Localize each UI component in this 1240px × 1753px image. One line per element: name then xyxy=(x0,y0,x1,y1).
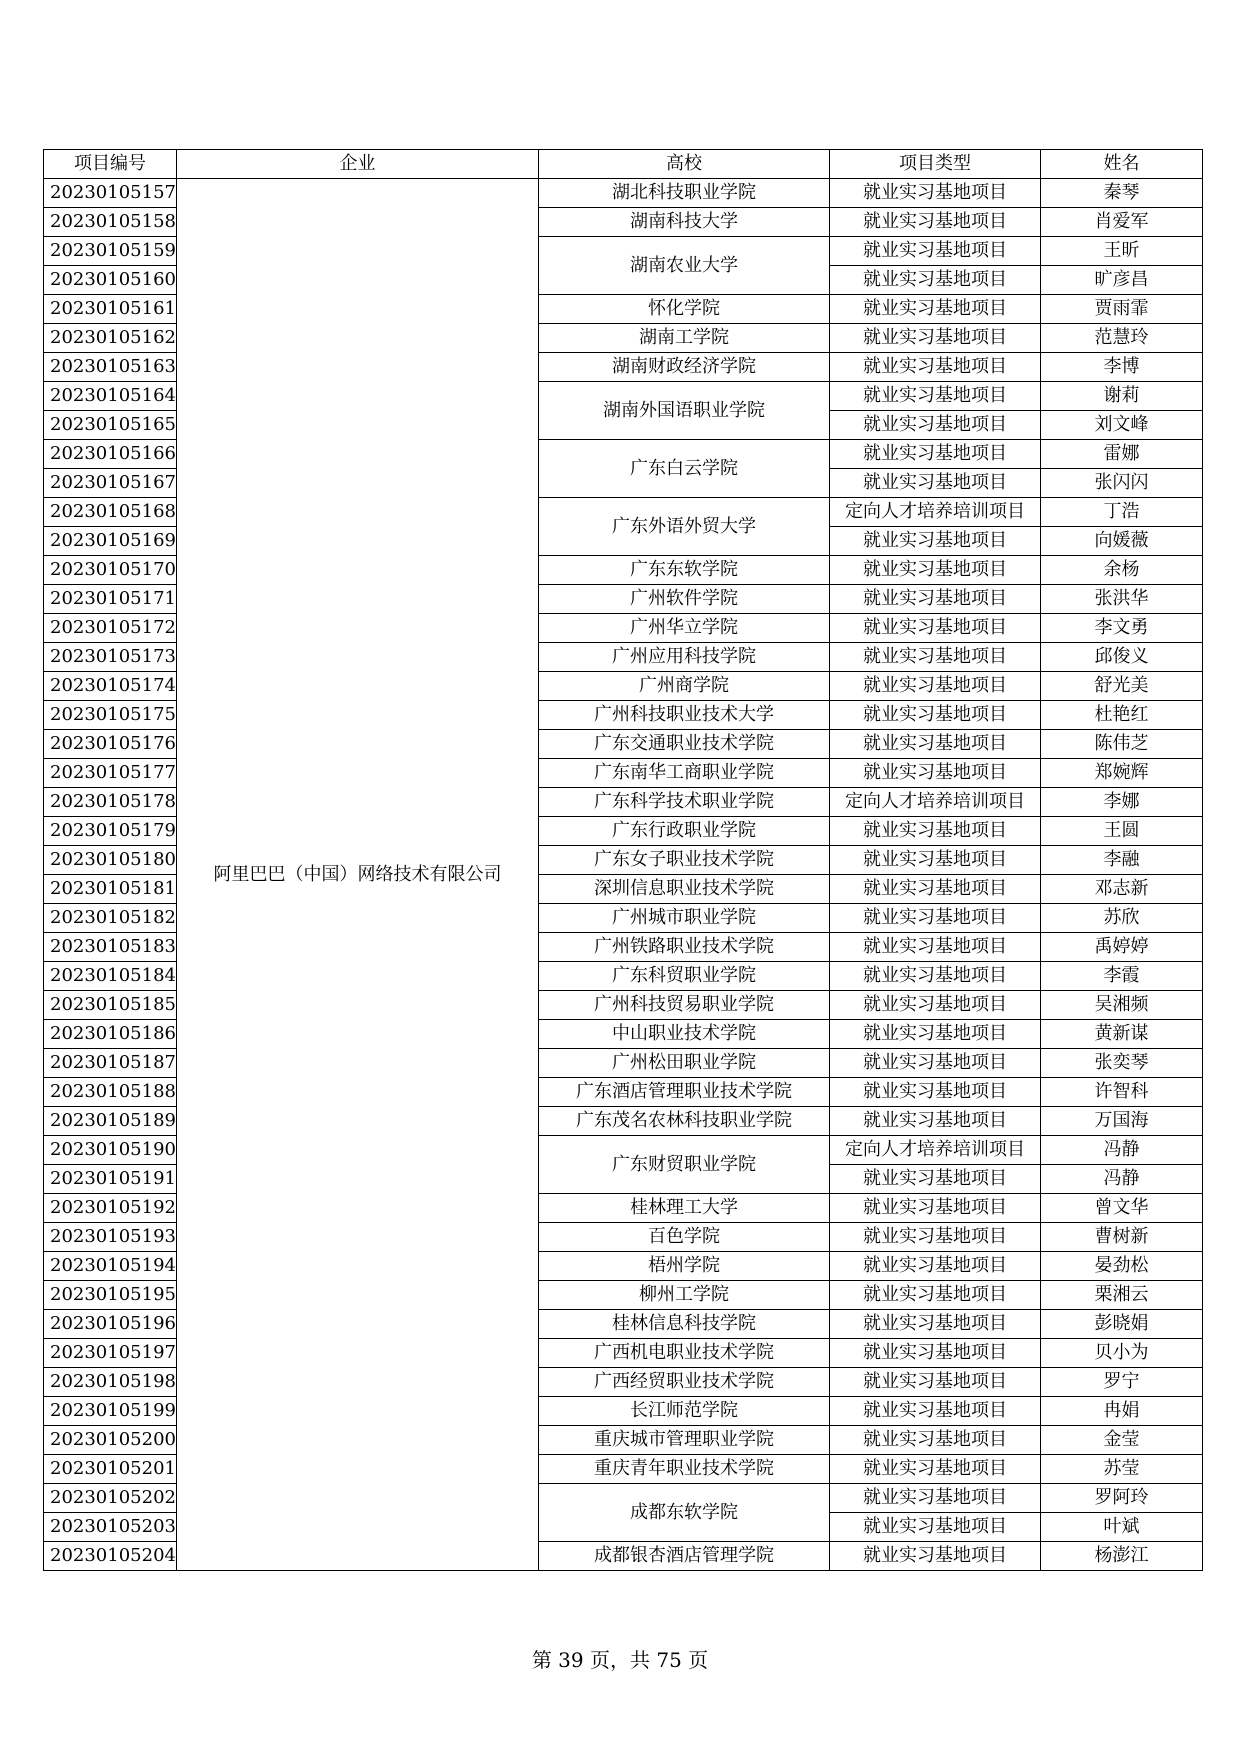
project-type-cell: 就业实习基地项目 xyxy=(829,1397,1040,1426)
header-company: 企业 xyxy=(176,150,538,179)
person-name-cell: 金莹 xyxy=(1040,1426,1202,1455)
university-cell: 广州松田职业学院 xyxy=(538,1049,829,1078)
person-name-cell: 杨澎江 xyxy=(1040,1542,1202,1571)
project-id-cell: 20230105169 xyxy=(44,527,177,556)
university-cell: 桂林信息科技学院 xyxy=(538,1310,829,1339)
project-id-cell: 20230105178 xyxy=(44,788,177,817)
person-name-cell: 张奕琴 xyxy=(1040,1049,1202,1078)
person-name-cell: 秦琴 xyxy=(1040,179,1202,208)
project-id-cell: 20230105198 xyxy=(44,1368,177,1397)
project-id-cell: 20230105187 xyxy=(44,1049,177,1078)
project-type-cell: 定向人才培养培训项目 xyxy=(829,788,1040,817)
person-name-cell: 曾文华 xyxy=(1040,1194,1202,1223)
project-id-cell: 20230105162 xyxy=(44,324,177,353)
project-id-cell: 20230105195 xyxy=(44,1281,177,1310)
project-table xyxy=(43,149,1203,1571)
person-name-cell: 彭晓娟 xyxy=(1040,1310,1202,1339)
project-type-cell: 就业实习基地项目 xyxy=(829,817,1040,846)
project-type-cell: 就业实习基地项目 xyxy=(829,904,1040,933)
project-type-cell: 就业实习基地项目 xyxy=(829,1339,1040,1368)
project-type-cell: 就业实习基地项目 xyxy=(829,469,1040,498)
university-cell: 广东酒店管理职业技术学院 xyxy=(538,1078,829,1107)
project-id-cell: 20230105199 xyxy=(44,1397,177,1426)
person-name-cell: 吴湘频 xyxy=(1040,991,1202,1020)
project-type-cell: 就业实习基地项目 xyxy=(829,1165,1040,1194)
project-type-cell: 就业实习基地项目 xyxy=(829,1223,1040,1252)
university-cell: 成都东软学院 xyxy=(538,1484,829,1542)
project-type-cell: 就业实习基地项目 xyxy=(829,1020,1040,1049)
project-id-cell: 20230105159 xyxy=(44,237,177,266)
person-name-cell: 禹婷婷 xyxy=(1040,933,1202,962)
university-cell: 重庆青年职业技术学院 xyxy=(538,1455,829,1484)
project-type-cell: 就业实习基地项目 xyxy=(829,643,1040,672)
project-type-cell: 就业实习基地项目 xyxy=(829,730,1040,759)
header-university: 高校 xyxy=(538,150,829,179)
project-type-cell: 就业实习基地项目 xyxy=(829,1049,1040,1078)
person-name-cell: 李文勇 xyxy=(1040,614,1202,643)
university-cell: 梧州学院 xyxy=(538,1252,829,1281)
university-cell: 怀化学院 xyxy=(538,295,829,324)
project-id-cell: 20230105196 xyxy=(44,1310,177,1339)
project-type-cell: 就业实习基地项目 xyxy=(829,846,1040,875)
university-cell: 广东白云学院 xyxy=(538,440,829,498)
person-name-cell: 郑婉辉 xyxy=(1040,759,1202,788)
page-footer: 第 39 页，共 75 页 xyxy=(531,1648,709,1672)
person-name-cell: 黄新谋 xyxy=(1040,1020,1202,1049)
project-type-cell: 就业实习基地项目 xyxy=(829,875,1040,904)
project-id-cell: 20230105173 xyxy=(44,643,177,672)
university-cell: 广州商学院 xyxy=(538,672,829,701)
university-cell: 桂林理工大学 xyxy=(538,1194,829,1223)
project-type-cell: 就业实习基地项目 xyxy=(829,527,1040,556)
university-cell: 广东东软学院 xyxy=(538,556,829,585)
project-id-cell: 20230105176 xyxy=(44,730,177,759)
project-id-cell: 20230105186 xyxy=(44,1020,177,1049)
person-name-cell: 雷娜 xyxy=(1040,440,1202,469)
project-type-cell: 就业实习基地项目 xyxy=(829,556,1040,585)
university-cell: 长江师范学院 xyxy=(538,1397,829,1426)
table-row xyxy=(44,179,1203,208)
project-type-cell: 就业实习基地项目 xyxy=(829,1281,1040,1310)
university-cell: 广西机电职业技术学院 xyxy=(538,1339,829,1368)
project-id-cell: 20230105185 xyxy=(44,991,177,1020)
project-type-cell: 就业实习基地项目 xyxy=(829,1107,1040,1136)
person-name-cell: 苏莹 xyxy=(1040,1455,1202,1484)
project-type-cell: 就业实习基地项目 xyxy=(829,759,1040,788)
project-id-cell: 20230105180 xyxy=(44,846,177,875)
project-id-cell: 20230105182 xyxy=(44,904,177,933)
person-name-cell: 丁浩 xyxy=(1040,498,1202,527)
person-name-cell: 刘文峰 xyxy=(1040,411,1202,440)
project-id-cell: 20230105165 xyxy=(44,411,177,440)
person-name-cell: 李霞 xyxy=(1040,962,1202,991)
project-type-cell: 就业实习基地项目 xyxy=(829,411,1040,440)
project-type-cell: 就业实习基地项目 xyxy=(829,353,1040,382)
project-id-cell: 20230105183 xyxy=(44,933,177,962)
person-name-cell: 苏欣 xyxy=(1040,904,1202,933)
project-id-cell: 20230105200 xyxy=(44,1426,177,1455)
university-cell: 湖南财政经济学院 xyxy=(538,353,829,382)
project-id-cell: 20230105193 xyxy=(44,1223,177,1252)
person-name-cell: 舒光美 xyxy=(1040,672,1202,701)
university-cell: 广东外语外贸大学 xyxy=(538,498,829,556)
university-cell: 湖南农业大学 xyxy=(538,237,829,295)
university-cell: 广州软件学院 xyxy=(538,585,829,614)
project-type-cell: 就业实习基地项目 xyxy=(829,1513,1040,1542)
university-cell: 广西经贸职业技术学院 xyxy=(538,1368,829,1397)
project-id-cell: 20230105194 xyxy=(44,1252,177,1281)
project-id-cell: 20230105202 xyxy=(44,1484,177,1513)
project-type-cell: 定向人才培养培训项目 xyxy=(829,1136,1040,1165)
project-type-cell: 就业实习基地项目 xyxy=(829,295,1040,324)
project-id-cell: 20230105158 xyxy=(44,208,177,237)
person-name-cell: 范慧玲 xyxy=(1040,324,1202,353)
project-id-cell: 20230105189 xyxy=(44,1107,177,1136)
project-id-cell: 20230105168 xyxy=(44,498,177,527)
person-name-cell: 冯静 xyxy=(1040,1136,1202,1165)
person-name-cell: 陈伟芝 xyxy=(1040,730,1202,759)
project-type-cell: 就业实习基地项目 xyxy=(829,701,1040,730)
project-type-cell: 就业实习基地项目 xyxy=(829,1194,1040,1223)
university-cell: 广州铁路职业技术学院 xyxy=(538,933,829,962)
university-cell: 深圳信息职业技术学院 xyxy=(538,875,829,904)
project-type-cell: 就业实习基地项目 xyxy=(829,991,1040,1020)
person-name-cell: 叶斌 xyxy=(1040,1513,1202,1542)
person-name-cell: 余杨 xyxy=(1040,556,1202,585)
person-name-cell: 邱俊义 xyxy=(1040,643,1202,672)
university-cell: 湖南科技大学 xyxy=(538,208,829,237)
person-name-cell: 冉娟 xyxy=(1040,1397,1202,1426)
person-name-cell: 罗阿玲 xyxy=(1040,1484,1202,1513)
person-name-cell: 李融 xyxy=(1040,846,1202,875)
university-cell: 广州科技职业技术大学 xyxy=(538,701,829,730)
project-type-cell: 就业实习基地项目 xyxy=(829,672,1040,701)
university-cell: 广东交通职业技术学院 xyxy=(538,730,829,759)
project-id-cell: 20230105204 xyxy=(44,1542,177,1571)
project-id-cell: 20230105191 xyxy=(44,1165,177,1194)
project-id-cell: 20230105177 xyxy=(44,759,177,788)
person-name-cell: 张洪华 xyxy=(1040,585,1202,614)
project-id-cell: 20230105171 xyxy=(44,585,177,614)
university-cell: 广东财贸职业学院 xyxy=(538,1136,829,1194)
person-name-cell: 肖爱军 xyxy=(1040,208,1202,237)
person-name-cell: 李博 xyxy=(1040,353,1202,382)
project-id-cell: 20230105163 xyxy=(44,353,177,382)
university-cell: 广东科学技术职业学院 xyxy=(538,788,829,817)
project-id-cell: 20230105181 xyxy=(44,875,177,904)
project-type-cell: 定向人才培养培训项目 xyxy=(829,498,1040,527)
university-cell: 广州应用科技学院 xyxy=(538,643,829,672)
university-cell: 广州城市职业学院 xyxy=(538,904,829,933)
university-cell: 成都银杏酒店管理学院 xyxy=(538,1542,829,1571)
project-type-cell: 就业实习基地项目 xyxy=(829,1310,1040,1339)
person-name-cell: 万国海 xyxy=(1040,1107,1202,1136)
project-id-cell: 20230105167 xyxy=(44,469,177,498)
project-id-cell: 20230105175 xyxy=(44,701,177,730)
person-name-cell: 李娜 xyxy=(1040,788,1202,817)
project-type-cell: 就业实习基地项目 xyxy=(829,1455,1040,1484)
project-type-cell: 就业实习基地项目 xyxy=(829,382,1040,411)
project-type-cell: 就业实习基地项目 xyxy=(829,324,1040,353)
person-name-cell: 贾雨霏 xyxy=(1040,295,1202,324)
header-project-id: 项目编号 xyxy=(44,150,177,179)
header-name: 姓名 xyxy=(1040,150,1202,179)
header-project-type: 项目类型 xyxy=(829,150,1040,179)
project-id-cell: 20230105179 xyxy=(44,817,177,846)
project-id-cell: 20230105174 xyxy=(44,672,177,701)
person-name-cell: 王圆 xyxy=(1040,817,1202,846)
person-name-cell: 许智科 xyxy=(1040,1078,1202,1107)
person-name-cell: 谢莉 xyxy=(1040,382,1202,411)
university-cell: 湖南工学院 xyxy=(538,324,829,353)
project-type-cell: 就业实习基地项目 xyxy=(829,1542,1040,1571)
person-name-cell: 向媛薇 xyxy=(1040,527,1202,556)
project-type-cell: 就业实习基地项目 xyxy=(829,933,1040,962)
project-id-cell: 20230105190 xyxy=(44,1136,177,1165)
project-id-cell: 20230105203 xyxy=(44,1513,177,1542)
project-type-cell: 就业实习基地项目 xyxy=(829,266,1040,295)
person-name-cell: 曹树新 xyxy=(1040,1223,1202,1252)
university-cell: 柳州工学院 xyxy=(538,1281,829,1310)
project-id-cell: 20230105161 xyxy=(44,295,177,324)
project-id-cell: 20230105192 xyxy=(44,1194,177,1223)
university-cell: 广东茂名农林科技职业学院 xyxy=(538,1107,829,1136)
person-name-cell: 贝小为 xyxy=(1040,1339,1202,1368)
university-cell: 中山职业技术学院 xyxy=(538,1020,829,1049)
project-type-cell: 就业实习基地项目 xyxy=(829,585,1040,614)
person-name-cell: 旷彦昌 xyxy=(1040,266,1202,295)
project-type-cell: 就业实习基地项目 xyxy=(829,208,1040,237)
university-cell: 湖北科技职业学院 xyxy=(538,179,829,208)
project-id-cell: 20230105172 xyxy=(44,614,177,643)
person-name-cell: 冯静 xyxy=(1040,1165,1202,1194)
project-id-cell: 20230105184 xyxy=(44,962,177,991)
project-id-cell: 20230105201 xyxy=(44,1455,177,1484)
person-name-cell: 晏劲松 xyxy=(1040,1252,1202,1281)
person-name-cell: 栗湘云 xyxy=(1040,1281,1202,1310)
table-body xyxy=(44,179,1203,1571)
person-name-cell: 杜艳红 xyxy=(1040,701,1202,730)
project-id-cell: 20230105160 xyxy=(44,266,177,295)
university-cell: 广东科贸职业学院 xyxy=(538,962,829,991)
project-type-cell: 就业实习基地项目 xyxy=(829,237,1040,266)
header-row xyxy=(44,150,1203,179)
university-cell: 广东行政职业学院 xyxy=(538,817,829,846)
project-id-cell: 20230105157 xyxy=(44,179,177,208)
university-cell: 广东女子职业技术学院 xyxy=(538,846,829,875)
university-cell: 重庆城市管理职业学院 xyxy=(538,1426,829,1455)
person-name-cell: 邓志新 xyxy=(1040,875,1202,904)
project-type-cell: 就业实习基地项目 xyxy=(829,1252,1040,1281)
project-id-cell: 20230105166 xyxy=(44,440,177,469)
person-name-cell: 罗宁 xyxy=(1040,1368,1202,1397)
company-cell: 阿里巴巴（中国）网络技术有限公司 xyxy=(176,179,538,1571)
project-id-cell: 20230105164 xyxy=(44,382,177,411)
project-id-cell: 20230105188 xyxy=(44,1078,177,1107)
project-id-cell: 20230105170 xyxy=(44,556,177,585)
project-id-cell: 20230105197 xyxy=(44,1339,177,1368)
project-type-cell: 就业实习基地项目 xyxy=(829,1078,1040,1107)
project-type-cell: 就业实习基地项目 xyxy=(829,614,1040,643)
university-cell: 广州科技贸易职业学院 xyxy=(538,991,829,1020)
project-type-cell: 就业实习基地项目 xyxy=(829,179,1040,208)
project-type-cell: 就业实习基地项目 xyxy=(829,440,1040,469)
university-cell: 百色学院 xyxy=(538,1223,829,1252)
project-type-cell: 就业实习基地项目 xyxy=(829,1368,1040,1397)
person-name-cell: 张闪闪 xyxy=(1040,469,1202,498)
project-type-cell: 就业实习基地项目 xyxy=(829,1426,1040,1455)
person-name-cell: 王昕 xyxy=(1040,237,1202,266)
project-type-cell: 就业实习基地项目 xyxy=(829,1484,1040,1513)
university-cell: 广州华立学院 xyxy=(538,614,829,643)
project-type-cell: 就业实习基地项目 xyxy=(829,962,1040,991)
university-cell: 湖南外国语职业学院 xyxy=(538,382,829,440)
university-cell: 广东南华工商职业学院 xyxy=(538,759,829,788)
